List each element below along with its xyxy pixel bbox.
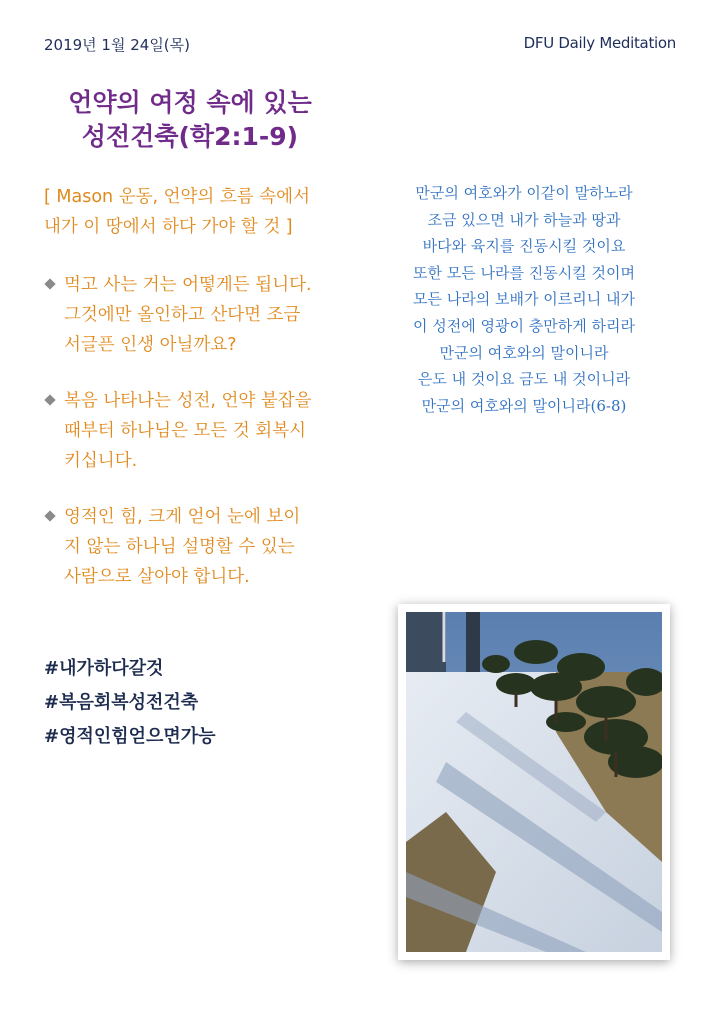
bullet-1-line-1: 먹고 사는 거는 어떻게든 됩니다. <box>64 275 312 295</box>
header-date: 2019년 1월 24일(목) <box>44 36 191 54</box>
snowy-path-photo-icon <box>406 612 662 952</box>
bullet-1-line-2: 그것에만 올인하고 산다면 조금 <box>64 305 301 325</box>
page-title <box>40 86 340 154</box>
bullet-1-line-3: 서글픈 인생 아닐까요? <box>64 335 237 355</box>
verse-line: 만군의 여호와가 이같이 말하노라 <box>415 184 633 202</box>
snowy-path-photo <box>406 612 662 952</box>
verse-line: 만군의 여호와의 말이니라 <box>439 343 609 362</box>
bullet-2-line-2: 때부터 하나님은 모든 것 회복시 <box>64 421 307 441</box>
hashtag-list <box>44 652 216 754</box>
hashtag: #복음회복성전건축 <box>44 692 199 713</box>
diamond-bullet-icon <box>44 394 55 405</box>
bullet-3-line-1: 영적인 힘, 크게 얻어 눈에 보이 <box>64 507 301 527</box>
title-line-1: 언약의 여정 속에 있는 <box>68 88 312 117</box>
verse-line: 이 성전에 영광이 충만하게 하리라 <box>413 316 635 335</box>
bullet-point-1 <box>44 270 354 360</box>
mason-statement-line-2: 내가 이 땅에서 하다 가야 할 것 ] <box>44 217 293 237</box>
scripture-verse <box>364 180 684 419</box>
bullet-2-line-1: 복음 나타나는 성전, 언약 붙잡을 <box>64 391 312 411</box>
bullet-point-3 <box>44 502 354 592</box>
hashtag: #내가하다갈것 <box>44 658 164 679</box>
diamond-bullet-icon <box>44 510 55 521</box>
meditation-notes <box>44 182 354 618</box>
verse-line: 또한 모든 나라를 진동시킬 것이며 <box>413 263 635 282</box>
verse-line: 은도 내 것이요 금도 내 것이니라 <box>417 370 631 389</box>
title-line-2: 성전건축(학2:1-9) <box>81 122 299 151</box>
bullet-2-line-3: 키십니다. <box>64 451 138 471</box>
bullet-3-line-2: 지 않는 하나님 설명할 수 있는 <box>64 537 295 557</box>
bullet-point-2 <box>44 386 354 476</box>
mason-statement-line-1: [ Mason 운동, 언약의 흐름 속에서 <box>44 187 310 207</box>
verse-line: 만군의 여호와의 말이니라(6-8) <box>421 396 627 415</box>
verse-line: 조금 있으면 내가 하늘과 땅과 <box>427 210 621 229</box>
verse-line: 바다와 육지를 진동시킬 것이요 <box>422 237 626 256</box>
bullet-3-line-3: 사람으로 살아야 합니다. <box>64 567 250 587</box>
diamond-bullet-icon <box>44 278 55 289</box>
photo-frame <box>398 604 670 960</box>
verse-line: 모든 나라의 보배가 이르리니 내가 <box>413 290 635 309</box>
header-brand: DFU Daily Meditation <box>523 34 676 52</box>
mason-statement <box>44 182 354 242</box>
hashtag: #영적인힘얻으면가능 <box>44 726 216 747</box>
